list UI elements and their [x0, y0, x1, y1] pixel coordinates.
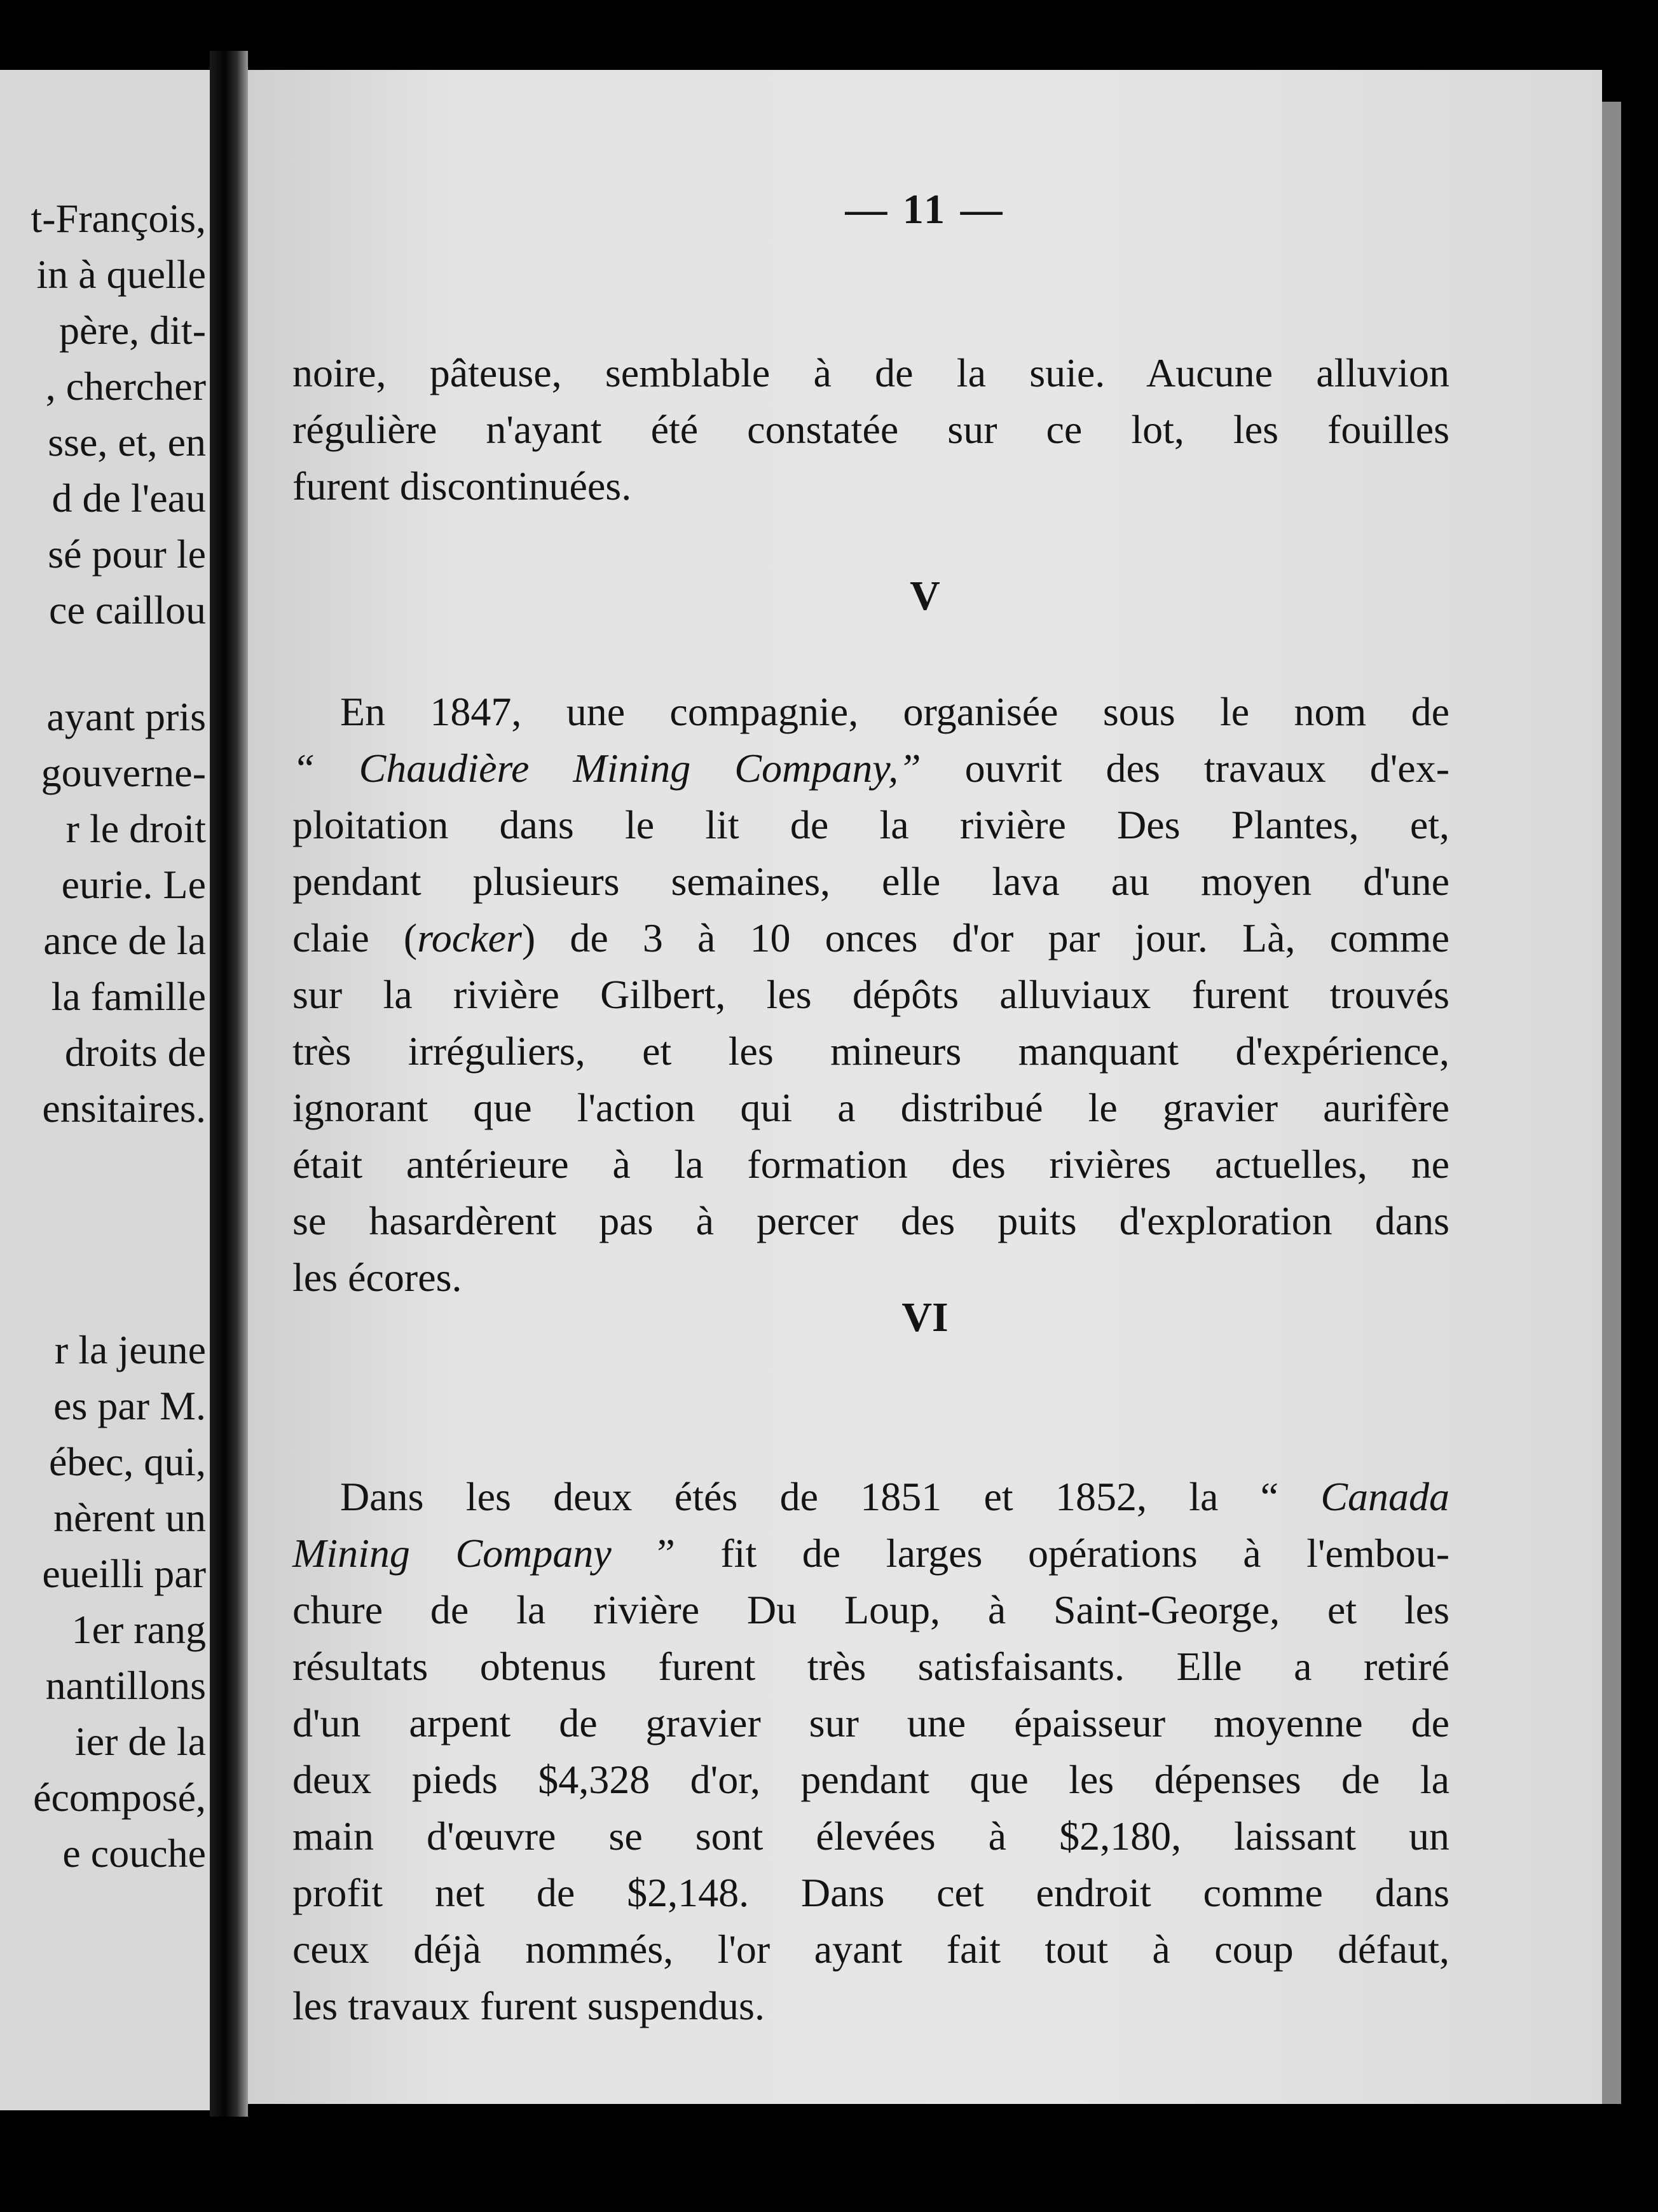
- paragraph-line: noire, pâteuse, semblable à de la suie. Aucune alluvion: [292, 350, 1449, 395]
- left-page-line: droits de: [64, 1030, 206, 1075]
- left-page-line: nantillons: [45, 1663, 206, 1708]
- intro-paragraph: [292, 345, 1449, 514]
- company-name: “ Chaudière Mining Company,”: [292, 746, 921, 791]
- left-facing-page: [0, 70, 210, 2110]
- paragraph-line: sur la rivière Gilbert, les dépôts alluviaux furent trouvés: [292, 972, 1449, 1017]
- book-gutter: [210, 51, 248, 2117]
- left-page-line: père, dit-: [59, 308, 206, 353]
- paragraph-line: chure de la rivière Du Loup, à Saint-George, et les: [292, 1587, 1449, 1632]
- paragraph-line: se hasardèrent pas à percer des puits d'exploration dans: [292, 1198, 1449, 1243]
- paragraph-line: Mining Company ” fit de larges opérations à l'embou-: [292, 1531, 1450, 1576]
- section-v-paragraph: [292, 683, 1449, 1306]
- left-page-line: sse, et, en: [48, 420, 206, 465]
- paragraph-line: ploitation dans le lit de la rivière Des Plantes, et,: [292, 802, 1449, 847]
- left-page-line: t-François,: [31, 196, 206, 241]
- page-edge: [1602, 102, 1621, 2104]
- left-page-line: r le droit: [65, 806, 206, 851]
- left-page-line: eurie. Le: [61, 862, 206, 907]
- left-page-line: sé pour le: [48, 531, 206, 577]
- paragraph-line: d'un arpent de gravier sur une épaisseur moyenne de: [292, 1700, 1449, 1745]
- paragraph-line: furent discontinuées.: [292, 463, 632, 509]
- right-page: [248, 70, 1602, 2104]
- company-name: Canada: [1320, 1474, 1449, 1519]
- left-page-line: in à quelle: [36, 252, 206, 297]
- paragraph-line: résultats obtenus furent très satisfaisants. Elle a retiré: [292, 1644, 1449, 1689]
- left-page-line: écomposé,: [33, 1775, 206, 1820]
- paragraph-line: pendant plusieurs semaines, elle lava au moyen d'une: [292, 859, 1449, 904]
- left-page-line: ce caillou: [49, 587, 206, 632]
- paragraph-line: ceux déjà nommés, l'or ayant fait tout à coup défaut,: [292, 1927, 1449, 1972]
- paragraph-line: main d'œuvre se sont élevées à $2,180, laissant un: [292, 1813, 1449, 1859]
- left-page-line: ance de la: [43, 918, 206, 963]
- left-page-line: e couche: [62, 1831, 206, 1876]
- left-page-line: gouverne-: [41, 750, 206, 795]
- italic-term: rocker: [417, 915, 522, 960]
- paragraph-line: Dans les deux étés de 1851 et 1852, la “ Canada: [340, 1474, 1449, 1519]
- paragraph-line: très irréguliers, et les mineurs manquant d'expérience,: [292, 1028, 1449, 1074]
- paragraph-line: les écores.: [292, 1255, 462, 1300]
- section-vi-paragraph: [292, 1468, 1449, 2034]
- left-page-line: r la jeune: [54, 1327, 206, 1372]
- paragraph-line: profit net de $2,148. Dans cet endroit comme dans: [292, 1870, 1449, 1915]
- paragraph-line: était antérieure à la formation des rivières actuelles, ne: [292, 1142, 1449, 1187]
- left-page-line: ensitaires.: [42, 1086, 206, 1131]
- left-page-line: ier de la: [74, 1719, 206, 1764]
- paragraph-line: ignorant que l'action qui a distribué le gravier aurifère: [292, 1085, 1449, 1130]
- paragraph-line: En 1847, une compagnie, organisée sous le nom de: [340, 689, 1449, 734]
- page-number: — 11 —: [845, 186, 1005, 233]
- paragraph-line: “ Chaudière Mining Company,” ouvrit des travaux d'ex-: [292, 746, 1449, 791]
- paragraph-line: régulière n'ayant été constatée sur ce lot, les fouilles: [292, 407, 1449, 452]
- left-page-line: ébec, qui,: [49, 1439, 206, 1484]
- left-page-line: 1er rang: [71, 1607, 206, 1652]
- company-name: Mining Company: [292, 1531, 612, 1576]
- left-page-line: eueilli par: [42, 1551, 206, 1596]
- paragraph-line: les travaux furent suspendus.: [292, 1983, 765, 2028]
- left-page-line: ayant pris: [46, 694, 206, 739]
- paragraph-line: claie (rocker) de 3 à 10 onces d'or par jour. Là, comme: [292, 915, 1450, 960]
- left-page-line: d de l'eau: [51, 475, 206, 521]
- left-page-line: nèrent un: [53, 1495, 206, 1540]
- left-page-line: la famille: [51, 974, 206, 1019]
- paragraph-line: deux pieds $4,328 d'or, pendant que les dépenses de la: [292, 1757, 1449, 1802]
- left-page-line: es par M.: [53, 1383, 206, 1428]
- section-heading-v: V: [910, 573, 940, 619]
- section-heading-vi: VI: [901, 1294, 949, 1341]
- left-page-line: , chercher: [45, 364, 206, 409]
